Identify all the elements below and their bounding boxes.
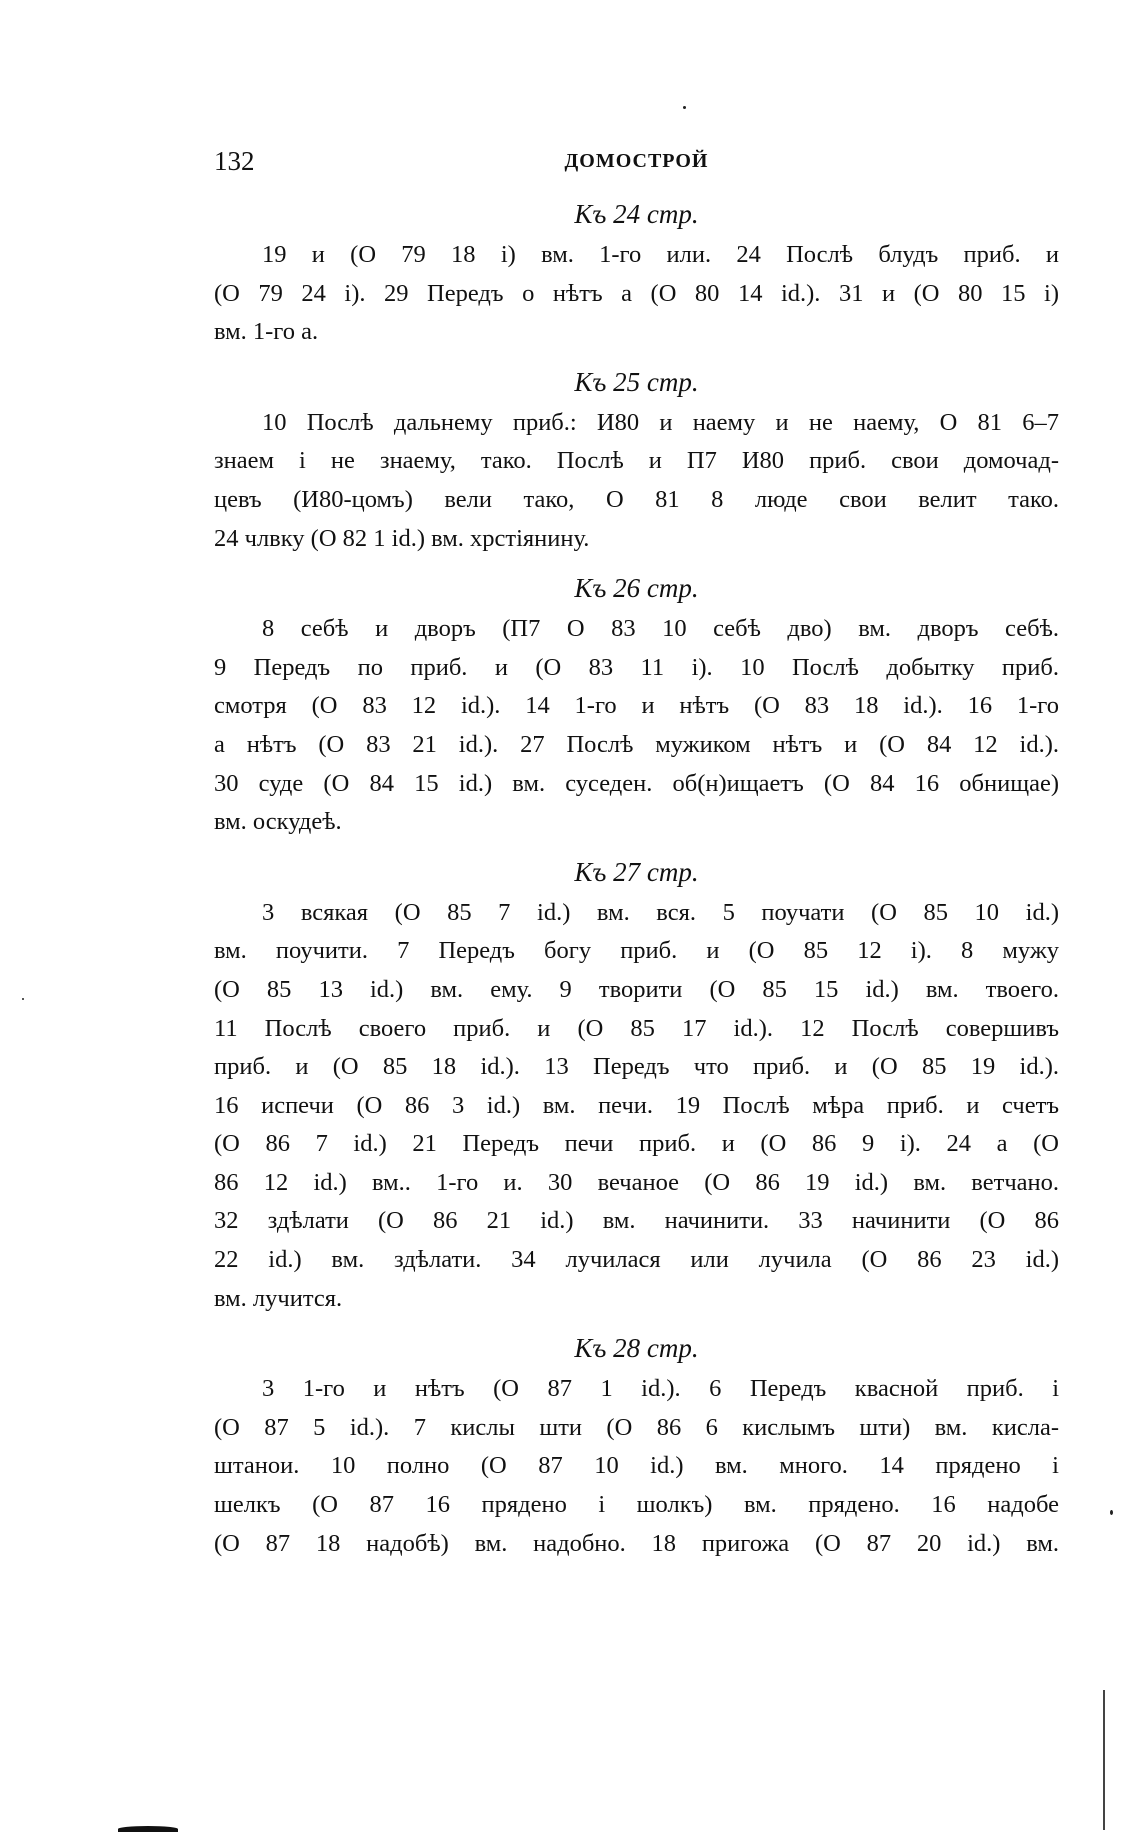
text-line: цевъ (И80-цомъ) вели тако, О 81 8 люде свои велит тако. — [214, 485, 1059, 513]
section-25 — [214, 364, 1059, 558]
text-line: шелкъ (О 87 16 прядено і шолкъ) вм. прядено. 16 надобе — [214, 1491, 1059, 1519]
section-28 — [214, 1330, 1059, 1563]
section-heading: Къ 27 стр. — [574, 856, 699, 887]
text-line: 3 1-го и нѣтъ (О 87 1 id.). 6 Передъ квасной приб. і — [262, 1375, 1059, 1403]
scan-speck — [683, 106, 686, 109]
text-line: приб. и (О 85 18 id.). 13 Передъ что приб. и (О 85 19 id.). — [214, 1053, 1059, 1081]
scan-edge-mark — [118, 1826, 178, 1832]
text-line: (О 87 5 id.). 7 кислы шти (О 86 6 кислымъ шти) вм. кисла- — [214, 1413, 1059, 1441]
text-line: 19 и (О 79 18 і) вм. 1-го или. 24 Послѣ блудъ приб. и — [262, 241, 1059, 268]
text-line: 3 всякая (О 85 7 id.) вм. вся. 5 поучати (О 85 10 id.) — [262, 898, 1059, 926]
text-line: 9 Передъ по приб. и (О 83 11 і). 10 Послѣ добытку приб. — [214, 653, 1059, 681]
section-27 — [214, 854, 1059, 1319]
page-number: 132 — [214, 146, 255, 176]
text-line: 24 члвку (О 82 1 id.) вм. хрстіянину. — [214, 524, 590, 552]
text-line: 11 Послѣ своего приб. и (О 85 17 id.). 12 Послѣ совершивъ — [214, 1014, 1059, 1042]
section-body — [214, 1370, 1059, 1563]
scan-speck — [22, 998, 24, 1000]
text-line: 16 испечи (О 86 3 id.) вм. печи. 19 Послѣ мѣра приб. и счетъ — [214, 1091, 1059, 1119]
text-line: 8 себѣ и дворъ (П7 О 83 10 себѣ дво) вм. дворъ себѣ. — [262, 615, 1059, 643]
section-26 — [214, 570, 1059, 842]
text-line: 86 12 id.) вм.. 1-го и. 30 вечаное (О 86 19 id.) вм. ветчано. — [214, 1168, 1059, 1196]
section-heading: Къ 28 стр. — [574, 1333, 699, 1364]
text-line: вм. 1-го а. — [214, 318, 319, 346]
text-line: а нѣтъ (О 83 21 id.). 27 Послѣ мужиком нѣтъ и (О 84 12 id.). — [214, 730, 1059, 758]
text-line: вм. оскудеѣ. — [214, 808, 342, 836]
text-line: 30 суде (О 84 15 id.) вм. суседен. об(н)ищаетъ (О 84 16 обнищае) — [214, 769, 1059, 797]
section-body — [214, 610, 1059, 842]
text-line: 10 Послѣ дальнему приб.: И80 и наему и не наему, О 81 6–7 — [262, 408, 1059, 436]
text-line: вм. лучится. — [214, 1284, 343, 1312]
text-line: смотря (О 83 12 id.). 14 1-го и нѣтъ (О 83 18 id.). 16 1-го — [214, 692, 1059, 720]
text-line: (О 87 18 надобѣ) вм. надобно. 18 пригожа (О 87 20 id.) вм. — [214, 1529, 1059, 1557]
scan-edge-mark — [1103, 1690, 1105, 1830]
page-header — [214, 146, 1059, 182]
text-line: (О 85 13 id.) вм. ему. 9 творити (О 85 15 id.) вм. твоего. — [214, 975, 1059, 1003]
text-line: (О 86 7 id.) 21 Передъ печи приб. и (О 86 9 і). 24 а (О — [214, 1130, 1059, 1158]
text-line: штанои. 10 полно (О 87 10 id.) вм. много. 14 прядено і — [214, 1452, 1059, 1480]
section-body — [214, 894, 1059, 1319]
text-line: 32 здѣлати (О 86 21 id.) вм. начинити. 33 начинити (О 86 — [214, 1207, 1059, 1235]
section-heading: Къ 26 стр. — [574, 573, 699, 604]
scan-speck — [1110, 1510, 1113, 1515]
section-body — [214, 404, 1059, 558]
section-body — [214, 236, 1059, 352]
text-line: 22 id.) вм. здѣлати. 34 лучилася или лучила (О 86 23 id.) — [214, 1246, 1059, 1274]
text-line: знаем і не знаему, тако. Послѣ и П7 И80 приб. свои домочад- — [214, 447, 1059, 475]
text-line: вм. поучити. 7 Передъ богу приб. и (О 85 12 і). 8 мужу — [214, 937, 1059, 965]
section-heading: Къ 24 стр. — [574, 199, 699, 229]
running-title: ДОМОСТРОЙ — [564, 150, 709, 172]
page-content — [214, 196, 1059, 1575]
section-heading: Къ 25 стр. — [574, 366, 699, 397]
text-line: (О 79 24 і). 29 Передъ о нѣтъ а (О 80 14 id.). 31 и (О 80 15 і) — [214, 279, 1059, 307]
section-24 — [214, 196, 1059, 352]
